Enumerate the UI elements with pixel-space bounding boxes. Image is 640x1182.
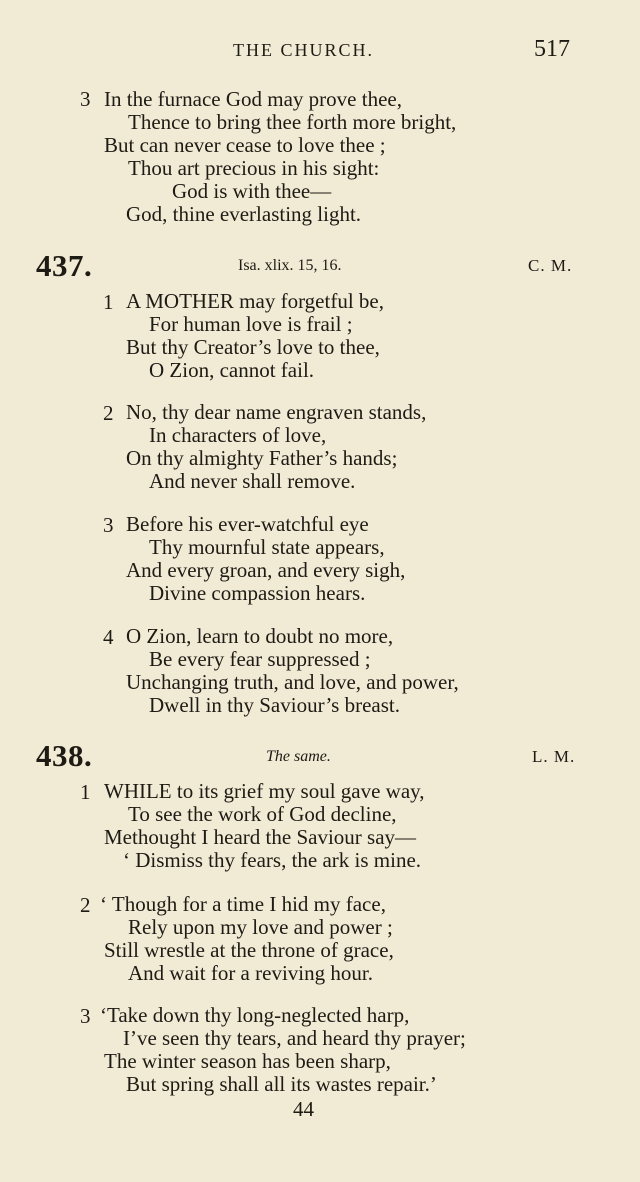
verse-line: Thou art precious in his sight: — [128, 156, 380, 180]
verse-line: Rely upon my love and power ; — [128, 915, 393, 939]
hymn-number: 437. — [36, 248, 93, 283]
verse-line: On thy almighty Father’s hands; — [126, 446, 398, 470]
verse-number: 3 — [80, 87, 91, 111]
verse-number: 3 — [80, 1004, 91, 1028]
verse-line: No, thy dear name engraven stands, — [126, 400, 427, 424]
hymn-number: 438. — [36, 738, 93, 773]
verse-line: O Zion, learn to doubt no more, — [126, 624, 394, 648]
verse-line: God, thine everlasting light. — [126, 202, 362, 226]
verse-line: WHILE to its grief my soul gave way, — [104, 779, 425, 803]
verse-line: The winter season has been sharp, — [104, 1049, 391, 1073]
verse-line: ‘Take down thy long-neglected harp, — [100, 1003, 410, 1027]
verse-line: But can never cease to love thee ; — [104, 133, 386, 157]
verse-line: ‘ Dismiss thy fears, the ark is mine. — [123, 848, 422, 872]
verse-line: Divine compassion hears. — [149, 581, 366, 605]
verse-line: Still wrestle at the throne of grace, — [104, 938, 394, 962]
printer-signature: 44 — [293, 1097, 314, 1121]
verse-line: And wait for a reviving hour. — [128, 961, 373, 985]
verse-line: Be every fear suppressed ; — [149, 647, 371, 671]
verse-line: A MOTHER may forgetful be, — [126, 289, 384, 313]
scripture-reference: Isa. xlix. 15, 16. — [238, 257, 342, 274]
verse-line: And never shall remove. — [149, 469, 356, 493]
verse-line: But spring shall all its wastes repair.’ — [126, 1072, 437, 1096]
verse-line: Thy mournful state appears, — [149, 535, 385, 559]
verse-line: In characters of love, — [149, 423, 327, 447]
verse-line: Unchanging truth, and love, and power, — [126, 670, 459, 694]
verse-number: 3 — [103, 513, 114, 537]
verse-line: But thy Creator’s love to thee, — [126, 335, 380, 359]
verse-line: Methought I heard the Saviour say— — [104, 825, 417, 849]
verse-line: Before his ever-watchful eye — [126, 512, 369, 536]
verse-line: In the furnace God may prove thee, — [104, 87, 402, 111]
verse-line: To see the work of God decline, — [128, 802, 397, 826]
verse-number: 1 — [80, 780, 91, 804]
verse-number: 2 — [80, 893, 91, 917]
verse-line: Thence to bring thee forth more bright, — [128, 110, 457, 134]
page-number: 517 — [534, 36, 570, 62]
verse-number: 4 — [103, 625, 114, 649]
verse-number: 1 — [103, 290, 114, 314]
verse-number: 2 — [103, 401, 114, 425]
hymn-meter: L. M. — [532, 747, 576, 766]
verse-line: Dwell in thy Saviour’s breast. — [149, 693, 400, 717]
verse-line: ‘ Though for a time I hid my face, — [100, 892, 386, 916]
verse-line: I’ve seen thy tears, and heard thy prayer; — [123, 1026, 466, 1050]
hymn-meter: C. M. — [528, 256, 573, 275]
verse-line: O Zion, cannot fail. — [149, 358, 315, 382]
verse-line: God is with thee— — [172, 179, 332, 203]
verse-line: And every groan, and every sigh, — [126, 558, 406, 582]
running-title: THE CHURCH. — [233, 40, 375, 60]
scripture-reference: The same. — [266, 748, 331, 765]
verse-line: For human love is frail ; — [149, 312, 353, 336]
